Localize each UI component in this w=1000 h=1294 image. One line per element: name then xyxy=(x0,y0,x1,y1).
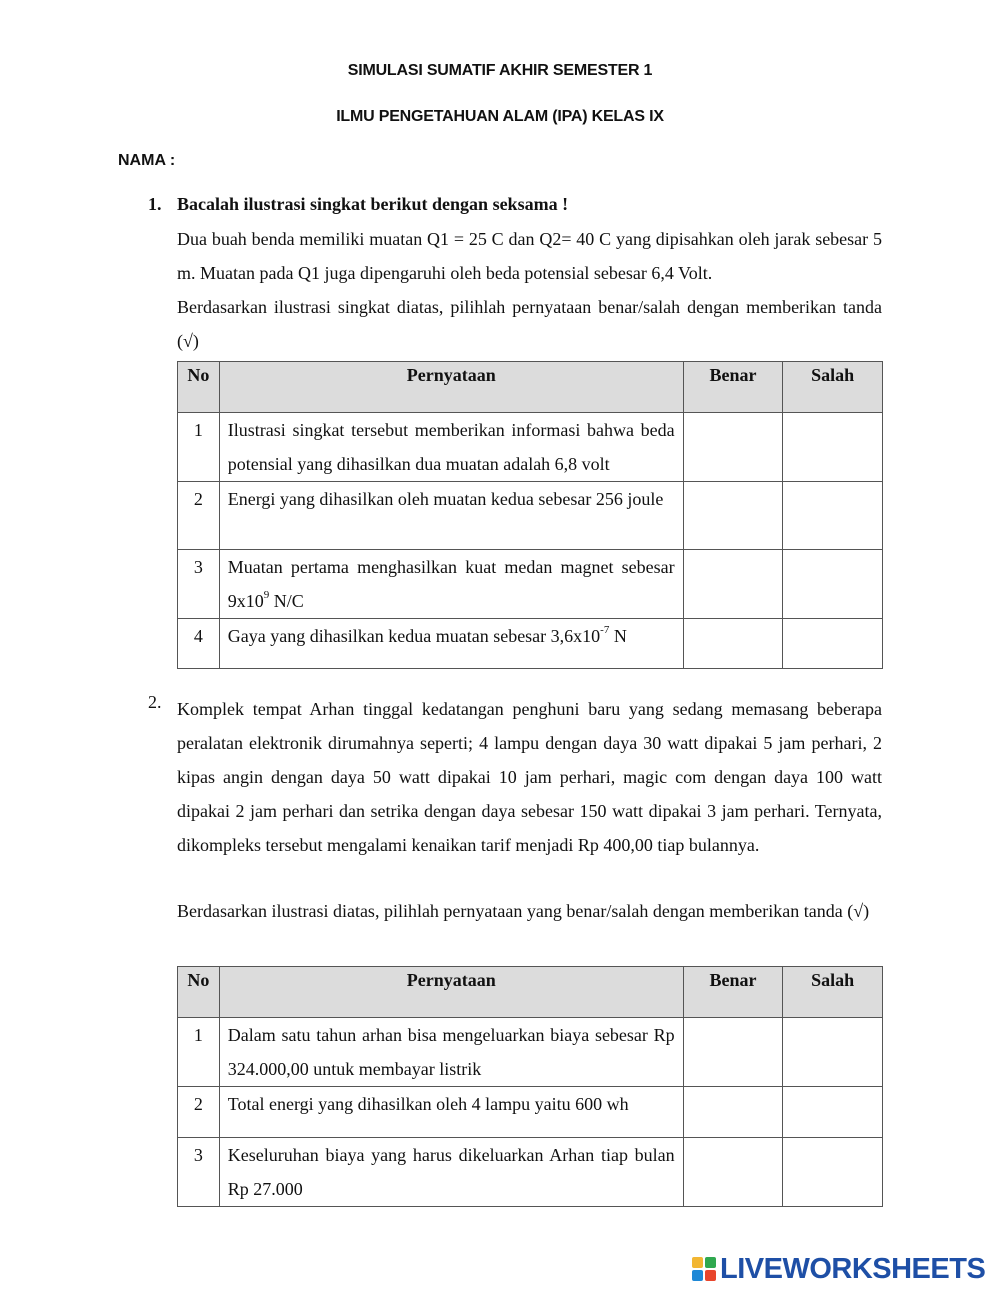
header-no: No xyxy=(178,967,220,1018)
table-row xyxy=(178,482,883,550)
row-statement: Ilustrasi singkat tersebut memberikan informasi bahwa beda potensial yang dihasilkan dua muatan adalah 6,8 volt xyxy=(219,413,683,482)
row-statement: Total energi yang dihasilkan oleh 4 lampu yaitu 600 wh xyxy=(219,1087,683,1138)
logo-square xyxy=(705,1270,716,1281)
answer-false-cell[interactable] xyxy=(783,482,883,550)
answer-true-cell[interactable] xyxy=(683,482,783,550)
header-statement: Pernyataan xyxy=(219,362,683,413)
answer-true-cell[interactable] xyxy=(683,413,783,482)
table-row xyxy=(178,619,883,669)
table-row xyxy=(178,1138,883,1207)
row-number: 1 xyxy=(178,413,220,482)
table-row xyxy=(178,1087,883,1138)
row-statement: Gaya yang dihasilkan kedua muatan sebesar $3,6x10^{-7}$ N xyxy=(219,619,683,669)
row-number: 2 xyxy=(178,1087,220,1138)
header-false: Salah xyxy=(783,362,883,413)
row-statement: Energi yang dihasilkan oleh muatan kedua sebesar 256 joule xyxy=(219,482,683,550)
header-no: No xyxy=(178,362,220,413)
table-header-row xyxy=(178,967,883,1018)
answer-true-cell[interactable] xyxy=(683,1018,783,1087)
answer-true-cell[interactable] xyxy=(683,1138,783,1207)
table-row xyxy=(178,413,883,482)
liveworksheets-logo[interactable] xyxy=(692,1254,985,1284)
row-number: 4 xyxy=(178,619,220,669)
table-row xyxy=(178,1018,883,1087)
row-number: 3 xyxy=(178,1138,220,1207)
name-label: NAMA : xyxy=(118,152,176,169)
row-number: 3 xyxy=(178,550,220,619)
question-2-paragraph: Komplek tempat Arhan tinggal kedatangan penghuni baru yang sedang memasang beberapa peralatan elektronik dirumahnya seperti; 4 lampu dengan daya 30 watt dipakai 5 jam perhari, 2 kipas angin dengan daya 50 watt dipakai 10 jam perhari, magic com dengan daya 100 watt dipakai 2 jam perhari dan setrika dengan daya sebesar 150 watt dipakai 3 jam perhari. Ternyata, dikompleks tersebut mengalami kenaikan tarif menjadi Rp 400,00 tiap bulannya. xyxy=(177,699,882,855)
liveworksheets-logo-text: LIVEWORKSHEETS xyxy=(720,1252,986,1285)
logo-square xyxy=(692,1270,703,1281)
question-1-heading: Bacalah ilustrasi singkat berikut dengan seksama ! xyxy=(177,194,569,214)
row-statement: Muatan pertama menghasilkan kuat medan magnet sebesar $9x10^9$ N/C xyxy=(219,550,683,619)
answer-true-cell[interactable] xyxy=(683,619,783,669)
question-2-number: 2. xyxy=(148,692,162,712)
answer-true-cell[interactable] xyxy=(683,1087,783,1138)
question-1-instruction: Berdasarkan ilustrasi singkat diatas, pilihlah pernyataan benar/salah dengan memberikan tanda (√) xyxy=(177,297,882,351)
answer-false-cell[interactable] xyxy=(783,1087,883,1138)
liveworksheets-logo-icon xyxy=(692,1257,716,1281)
answer-true-cell[interactable] xyxy=(683,550,783,619)
row-statement: Dalam satu tahun arhan bisa mengeluarkan biaya sebesar Rp 324.000,00 untuk membayar listrik xyxy=(219,1018,683,1087)
answer-false-cell[interactable] xyxy=(783,619,883,669)
table-header-row xyxy=(178,362,883,413)
header-true: Benar xyxy=(683,967,783,1018)
header-true: Benar xyxy=(683,362,783,413)
row-number: 2 xyxy=(178,482,220,550)
row-number: 1 xyxy=(178,1018,220,1087)
answer-false-cell[interactable] xyxy=(783,1138,883,1207)
document-title: SIMULASI SUMATIF AKHIR SEMESTER 1 xyxy=(347,62,653,79)
row-statement: Keseluruhan biaya yang harus dikeluarkan Arhan tiap bulan Rp 27.000 xyxy=(219,1138,683,1207)
question-1-table xyxy=(177,361,883,669)
header-statement: Pernyataan xyxy=(219,967,683,1018)
answer-false-cell[interactable] xyxy=(783,550,883,619)
header-false: Salah xyxy=(783,967,883,1018)
question-2-instruction: Berdasarkan ilustrasi diatas, pilihlah pernyataan yang benar/salah dengan memberikan tanda (√) xyxy=(177,901,870,921)
answer-false-cell[interactable] xyxy=(783,413,883,482)
question-1-paragraph: Dua buah benda memiliki muatan Q1 = 25 C dan Q2= 40 C yang dipisahkan oleh jarak sebesar 5 m. Muatan pada Q1 juga dipengaruhi oleh beda potensial sebesar 6,4 Volt. xyxy=(177,229,882,283)
table-row xyxy=(178,550,883,619)
logo-square xyxy=(705,1257,716,1268)
question-2-table xyxy=(177,966,883,1207)
question-1-number: 1. xyxy=(148,194,162,214)
logo-square xyxy=(692,1257,703,1268)
answer-false-cell[interactable] xyxy=(783,1018,883,1087)
document-subtitle: ILMU PENGETAHUAN ALAM (IPA) KELAS IX xyxy=(336,108,664,125)
